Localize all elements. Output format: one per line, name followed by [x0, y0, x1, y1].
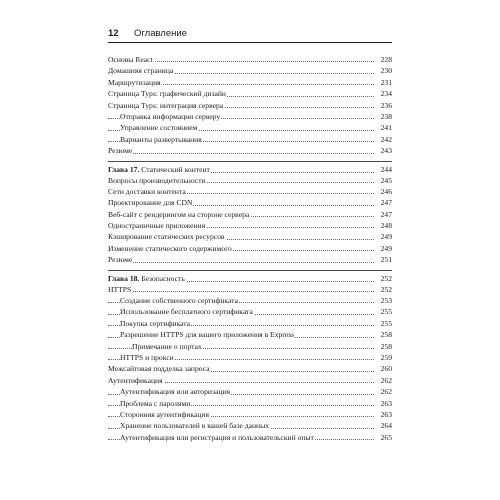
header-rule: [108, 42, 392, 43]
toc-entry-title: [108, 209, 250, 220]
toc-entry-title: [108, 375, 164, 386]
toc-page-number: 262: [380, 375, 392, 385]
toc-entry-title: [108, 65, 174, 76]
toc-entry-title: [120, 111, 221, 122]
toc-entry-title: [108, 145, 133, 156]
toc-page-number: 236: [380, 100, 392, 110]
table-of-contents: [108, 54, 392, 443]
toc-page-number: 262: [380, 387, 392, 397]
toc-page-number: 263: [380, 409, 392, 419]
toc-entry-text: Основы React: [108, 55, 153, 64]
running-head: [108, 27, 392, 41]
toc-entry: [108, 88, 392, 99]
toc-entry: [108, 432, 392, 443]
toc-entry-text: Резюме: [108, 146, 133, 156]
toc-page-number: 243: [380, 146, 392, 156]
toc-entry-text: Отправка информации серверу: [120, 111, 221, 121]
toc-entry-title: [120, 134, 203, 145]
chapter-label: Глава 18.: [108, 273, 140, 283]
toc-entry-title: [108, 77, 162, 88]
toc-entry-title: [120, 318, 191, 329]
toc-page-number: 245: [380, 175, 392, 185]
toc-entry-text: Разрешение HTTPS для вашего приложения в Express: [120, 330, 295, 340]
toc-entry-text: Проблема с паролями: [120, 398, 191, 408]
toc-page-number: 242: [380, 134, 392, 144]
toc-entry: [108, 100, 392, 111]
toc-page-number: 255: [380, 318, 392, 328]
toc-entry-title: [120, 398, 191, 409]
toc-entry-text: Кэширование статических ресурсов: [108, 232, 225, 242]
toc-page-number: 248: [380, 221, 392, 231]
toc-entry-text: Создание собственного сертификата: [120, 296, 238, 306]
toc-entry-title: [120, 420, 270, 431]
toc-entry-text: Веб-сайт с рендерингом на стороне сервера: [108, 209, 250, 219]
toc-entry-title: [120, 352, 175, 363]
toc-page-number: 244: [380, 164, 392, 174]
toc-entry-title: [108, 363, 211, 374]
toc-entry: [108, 386, 392, 397]
toc-entry-title: [108, 284, 132, 295]
toc-entry-title: [132, 341, 203, 352]
toc-entry: [108, 409, 392, 420]
toc-entry-title: [120, 306, 254, 317]
toc-entry-text: Маршрутизация: [108, 77, 161, 87]
toc-entry-text: Аутентификация или авторизация: [120, 387, 230, 397]
toc-entry-title: [120, 122, 198, 133]
toc-entry-title: [108, 197, 193, 208]
toc-entry: [108, 306, 392, 317]
toc-entry-title: [120, 386, 231, 397]
toc-chapter-row: [108, 161, 392, 175]
toc-entry-title: [120, 295, 239, 306]
toc-page-number: 263: [380, 398, 392, 408]
toc-entry-text: Использование бесплатного сертификата: [120, 307, 253, 317]
toc-entry-text: Управление состоянием: [120, 123, 198, 133]
toc-entry-text: Варианты развертывания: [120, 134, 202, 144]
toc-entry-text: Статический контент: [141, 164, 210, 174]
toc-entry: [108, 111, 392, 122]
toc-entry-text: HTTPS: [108, 284, 132, 294]
toc-entry-title: [120, 432, 315, 443]
toc-entry: [108, 122, 392, 133]
toc-entry-text: Покупка сертификата: [120, 318, 190, 328]
toc-page-number: 230: [380, 66, 392, 76]
toc-page-number: 265: [380, 432, 392, 442]
toc-entry: [108, 329, 392, 340]
toc-entry: [108, 363, 392, 374]
dot-leader: [108, 262, 374, 263]
toc-entry-title: [108, 231, 226, 242]
toc-entry-title: [108, 243, 233, 254]
toc-entry-text: Примечание о портах: [132, 341, 202, 351]
toc-entry-text: Хранение пользователей в вашей базе данных: [120, 421, 270, 431]
toc-entry-title: [120, 329, 295, 340]
toc-entry-title: [108, 88, 227, 99]
toc-entry-text: Проектирование для CDN: [108, 198, 193, 208]
toc-entry: [108, 352, 392, 363]
toc-entry-text: Одностраничные приложения: [108, 221, 206, 231]
toc-entry-text: Изменение статического содержимого: [108, 243, 232, 253]
toc-entry: [108, 284, 392, 295]
toc-entry-title: [108, 254, 133, 265]
toc-entry: [108, 186, 392, 197]
toc-entry-text: Домашняя страница: [108, 66, 174, 76]
toc-entry-title: [108, 54, 154, 65]
toc-page-number: 251: [380, 255, 392, 265]
toc-chapter-row: [108, 270, 392, 284]
toc-entry-text: Безопасность: [141, 273, 185, 283]
toc-entry: [108, 318, 392, 329]
toc-entry-text: Сети доставки контента: [108, 186, 186, 196]
toc-entry: [108, 54, 392, 65]
toc-entry-text: Страница Турѕ: интеграция сервера: [108, 100, 224, 110]
toc-page-number: 231: [380, 77, 392, 87]
toc-entry-text: Аутентификация: [108, 375, 163, 385]
toc-entry-text: HTTPS и прокси: [120, 352, 174, 362]
toc-page-number: 253: [380, 296, 392, 306]
toc-entry: [108, 231, 392, 242]
toc-entry: [108, 77, 392, 88]
toc-entry-text: Страница Турѕ: графический дизайн: [108, 89, 226, 99]
toc-entry-title: [108, 175, 207, 186]
toc-entry: [108, 375, 392, 386]
toc-page-number: 258: [380, 330, 392, 340]
toc-entry: [108, 197, 392, 208]
toc-page-number: 252: [380, 273, 392, 283]
dot-leader: [108, 153, 374, 154]
toc-entry: [108, 420, 392, 431]
toc-entry-text: Сторонняя аутентификация: [120, 409, 210, 419]
toc-page-number: 238: [380, 111, 392, 121]
toc-entry-title: [108, 186, 187, 197]
toc-page-number: 247: [380, 209, 392, 219]
toc-entry-text: Аутентификация или регистрация и пользовательский опыт: [120, 432, 314, 442]
toc-page-number: 246: [380, 186, 392, 196]
toc-entry-text: Вопросы производительности: [108, 175, 206, 185]
toc-entry: [108, 134, 392, 145]
toc-entry-title: [120, 409, 210, 420]
toc-entry: [108, 243, 392, 254]
toc-page-number: 228: [380, 55, 392, 64]
toc-page-number: 241: [380, 123, 392, 133]
toc-entry: [108, 175, 392, 186]
toc-entry: [108, 145, 392, 156]
toc-page-number: 264: [380, 421, 392, 431]
toc-entry: [108, 254, 392, 265]
chapter-label: Глава 17.: [108, 164, 140, 174]
toc-entry-title: [108, 100, 224, 111]
toc-entry-text: Резюме: [108, 255, 133, 265]
toc-page-number: 249: [380, 232, 392, 242]
toc-entry-title: [108, 220, 206, 231]
toc-entry: [108, 209, 392, 220]
toc-page-number: 259: [380, 352, 392, 362]
toc-page-number: 249: [380, 243, 392, 253]
toc-entry: [108, 398, 392, 409]
toc-entry-text: Межсайтовая подделка запроса: [108, 364, 210, 374]
toc-entry: [108, 220, 392, 231]
toc-page-number: 234: [380, 89, 392, 99]
toc-page-number: 247: [380, 198, 392, 208]
toc-page-number: 258: [380, 341, 392, 351]
running-title: Оглавление: [134, 28, 187, 39]
toc-entry: [108, 341, 392, 352]
toc-page-number: 255: [380, 307, 392, 317]
toc-page-number: 260: [380, 364, 392, 374]
dot-leader: [108, 291, 374, 292]
toc-page-number: 252: [380, 284, 392, 294]
toc-entry: [108, 295, 392, 306]
page-number: 12: [108, 28, 119, 39]
toc-entry: [108, 65, 392, 76]
